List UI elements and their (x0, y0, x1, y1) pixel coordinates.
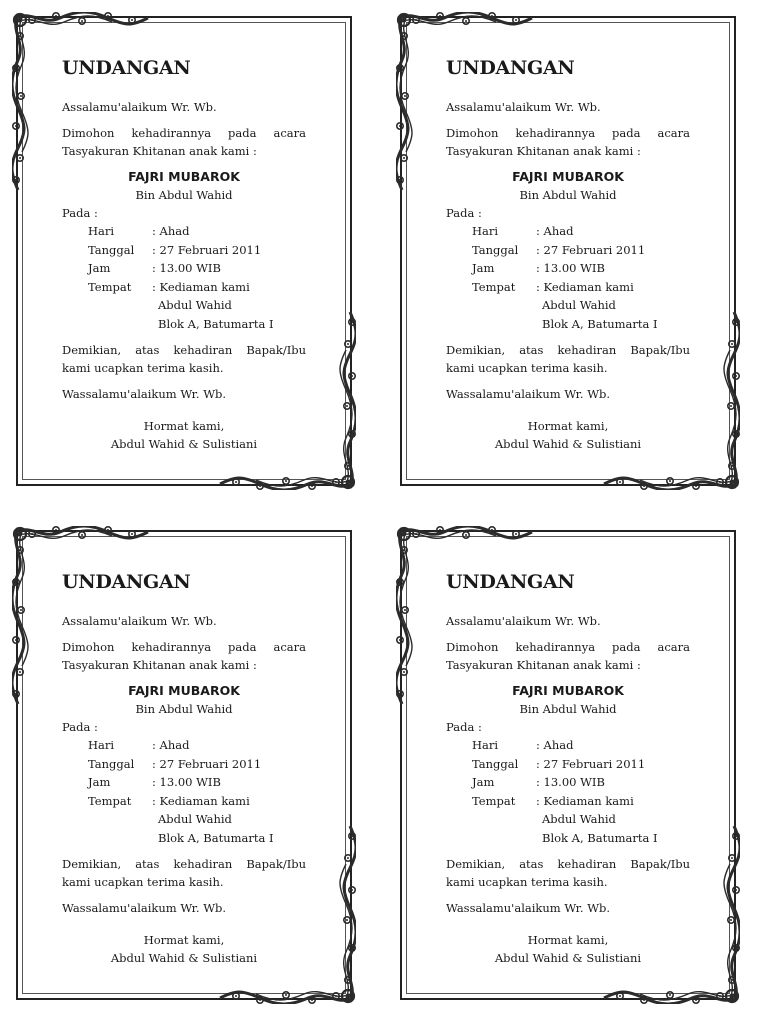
intro-line-1: Dimohon kehadirannya pada acara (62, 640, 306, 654)
closing-line-1: Demikian, atas kehadiran Bapak/Ibu (446, 857, 690, 871)
intro-line-2: Tasyakuran Khitanan anak kami : (446, 658, 641, 672)
tempat-value: : Kediaman kami (536, 279, 634, 294)
farewell: Wassalamu'alaikum Wr. Wb. (62, 387, 227, 401)
invitation-card (400, 530, 736, 1000)
invitation-title: UNDANGAN (446, 57, 575, 79)
farewell: Wassalamu'alaikum Wr. Wb. (62, 901, 227, 915)
invitation-card (400, 16, 736, 486)
event-details (88, 222, 274, 333)
child-parent: Bin Abdul Wahid (519, 188, 617, 202)
invitation-body (446, 56, 690, 453)
child-name: FAJRI MUBAROK (512, 169, 624, 184)
invitation-card (16, 16, 352, 486)
closing-line-2: kami ucapkan terima kasih. (446, 361, 608, 375)
greeting: Assalamu'alaikum Wr. Wb. (62, 614, 217, 628)
regards: Hormat kami, (527, 933, 609, 947)
invitation-title: UNDANGAN (62, 571, 191, 593)
closing-line-2: kami ucapkan terima kasih. (446, 875, 608, 889)
jam-value: : 13.00 WIB (152, 775, 221, 789)
tempat-line-2: Abdul Wahid (158, 812, 232, 826)
intro-line-1: Dimohon kehadirannya pada acara (446, 640, 690, 654)
pada-label: Pada : (62, 720, 98, 734)
invitation-body (62, 570, 306, 967)
closing-line-1: Demikian, atas kehadiran Bapak/Ibu (446, 343, 690, 357)
intro-line-2: Tasyakuran Khitanan anak kami : (446, 144, 641, 158)
greeting: Assalamu'alaikum Wr. Wb. (446, 614, 601, 628)
signature: Abdul Wahid & Sulistiani (110, 437, 258, 451)
hari-value: : Ahad (152, 738, 190, 752)
regards: Hormat kami, (143, 933, 225, 947)
signature: Abdul Wahid & Sulistiani (494, 437, 642, 451)
tempat-line-3: Blok A, Batumarta I (542, 316, 658, 331)
child-name: FAJRI MUBAROK (128, 169, 240, 184)
pada-label: Pada : (446, 206, 482, 220)
child-parent: Bin Abdul Wahid (135, 188, 233, 202)
signature: Abdul Wahid & Sulistiani (494, 951, 642, 965)
jam-label: Jam (88, 775, 111, 789)
greeting: Assalamu'alaikum Wr. Wb. (62, 100, 217, 114)
event-details (88, 736, 274, 847)
tanggal-value: : 27 Februari 2011 (536, 756, 646, 771)
hari-label: Hari (88, 224, 115, 238)
pada-label: Pada : (446, 720, 482, 734)
tanggal-value: : 27 Februari 2011 (536, 242, 646, 257)
invitation-title: UNDANGAN (62, 57, 191, 79)
jam-value: : 13.00 WIB (152, 261, 221, 275)
invitation-title: UNDANGAN (446, 571, 575, 593)
jam-label: Jam (472, 261, 495, 275)
hari-value: : Ahad (536, 224, 574, 238)
tanggal-label: Tanggal (88, 242, 135, 257)
tempat-label: Tempat (472, 793, 516, 808)
signature: Abdul Wahid & Sulistiani (110, 951, 258, 965)
intro-line-2: Tasyakuran Khitanan anak kami : (62, 144, 257, 158)
tempat-value: : Kediaman kami (152, 793, 250, 808)
hari-label: Hari (472, 738, 499, 752)
tempat-line-3: Blok A, Batumarta I (542, 830, 658, 845)
hari-value: : Ahad (536, 738, 574, 752)
event-details (472, 222, 658, 333)
farewell: Wassalamu'alaikum Wr. Wb. (446, 387, 611, 401)
pada-label: Pada : (62, 206, 98, 220)
tempat-label: Tempat (88, 279, 132, 294)
closing-line-1: Demikian, atas kehadiran Bapak/Ibu (62, 343, 306, 357)
jam-label: Jam (472, 775, 495, 789)
tanggal-label: Tanggal (88, 756, 135, 771)
jam-label: Jam (88, 261, 111, 275)
child-parent: Bin Abdul Wahid (135, 702, 233, 716)
tanggal-value: : 27 Februari 2011 (152, 242, 262, 257)
tempat-value: : Kediaman kami (536, 793, 634, 808)
jam-value: : 13.00 WIB (536, 775, 605, 789)
regards: Hormat kami, (527, 419, 609, 433)
closing-line-2: kami ucapkan terima kasih. (62, 361, 224, 375)
hari-value: : Ahad (152, 224, 190, 238)
tanggal-value: : 27 Februari 2011 (152, 756, 262, 771)
intro-line-1: Dimohon kehadirannya pada acara (446, 126, 690, 140)
tempat-line-2: Abdul Wahid (542, 812, 616, 826)
tempat-label: Tempat (472, 279, 516, 294)
tempat-line-2: Abdul Wahid (158, 298, 232, 312)
regards: Hormat kami, (143, 419, 225, 433)
invitation-card (16, 530, 352, 1000)
tempat-label: Tempat (88, 793, 132, 808)
greeting: Assalamu'alaikum Wr. Wb. (446, 100, 601, 114)
farewell: Wassalamu'alaikum Wr. Wb. (446, 901, 611, 915)
closing-line-1: Demikian, atas kehadiran Bapak/Ibu (62, 857, 306, 871)
tempat-value: : Kediaman kami (152, 279, 250, 294)
intro-line-1: Dimohon kehadirannya pada acara (62, 126, 306, 140)
hari-label: Hari (472, 224, 499, 238)
closing-line-2: kami ucapkan terima kasih. (62, 875, 224, 889)
tanggal-label: Tanggal (472, 756, 519, 771)
tempat-line-2: Abdul Wahid (542, 298, 616, 312)
tempat-line-3: Blok A, Batumarta I (158, 830, 274, 845)
child-name: FAJRI MUBAROK (128, 683, 240, 698)
tempat-line-3: Blok A, Batumarta I (158, 316, 274, 331)
child-name: FAJRI MUBAROK (512, 683, 624, 698)
invitation-body (446, 570, 690, 967)
tanggal-label: Tanggal (472, 242, 519, 257)
hari-label: Hari (88, 738, 115, 752)
invitation-body (62, 56, 306, 453)
jam-value: : 13.00 WIB (536, 261, 605, 275)
intro-line-2: Tasyakuran Khitanan anak kami : (62, 658, 257, 672)
child-parent: Bin Abdul Wahid (519, 702, 617, 716)
event-details (472, 736, 658, 847)
